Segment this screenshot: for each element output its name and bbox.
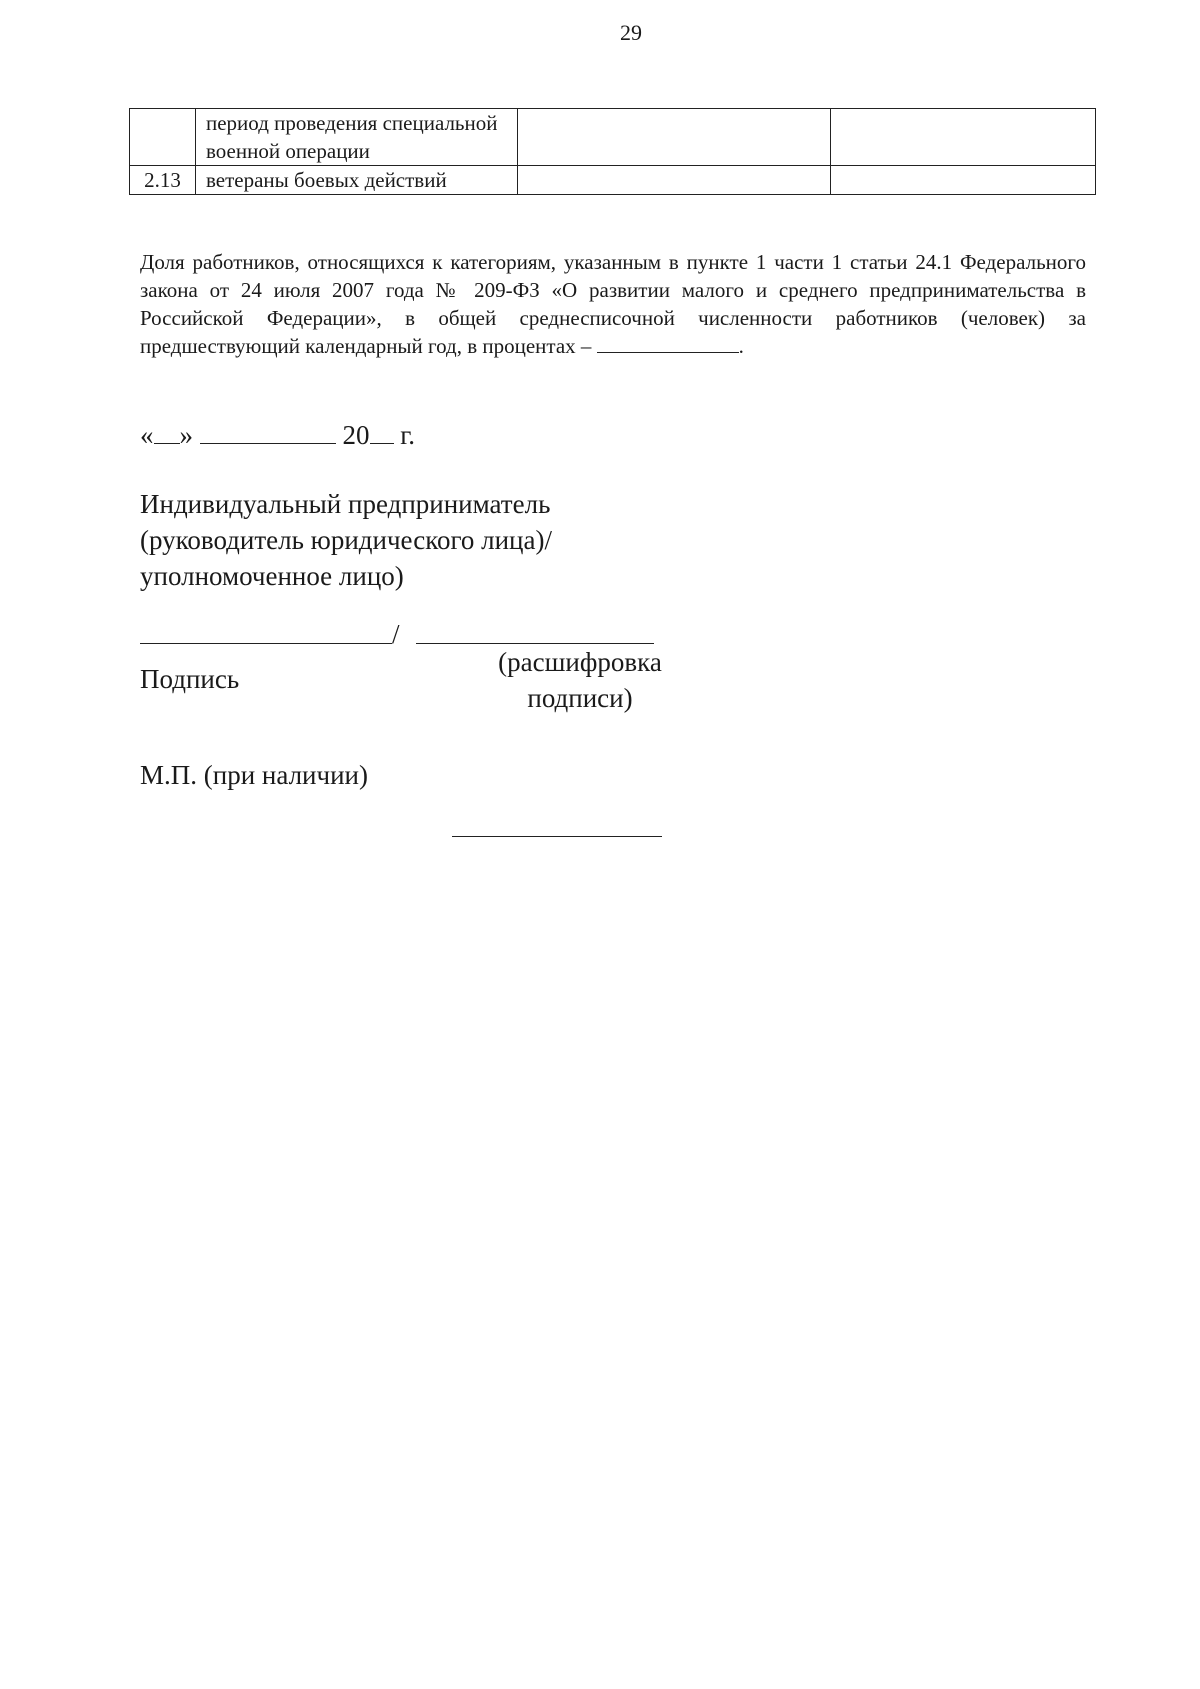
table-row — [130, 166, 1096, 195]
date-close-quote: » — [179, 420, 193, 450]
row-name-cell: ветераны боевых действий — [196, 166, 518, 195]
signature-separator: / — [392, 619, 400, 649]
row-value-cell — [831, 109, 1096, 166]
signer-line: уполномоченное лицо) — [140, 561, 404, 591]
row-number-cell — [130, 109, 196, 166]
signer-line: Индивидуальный предприниматель — [140, 489, 551, 519]
percent-blank-line — [597, 334, 739, 353]
seal-label: М.П. (при наличии) — [140, 760, 368, 790]
signer-line: (руководитель юридического лица)/ — [140, 525, 552, 555]
signature-blank-line — [140, 643, 392, 644]
signature-decode-line: (расшифровка — [498, 647, 662, 677]
signature-label: Подпись — [140, 664, 240, 694]
year-suffix: г. — [400, 420, 416, 450]
signer-title — [140, 486, 552, 594]
month-blank-line — [200, 425, 336, 444]
row-name-cell: период проведения специальной военной операции — [196, 109, 518, 166]
table-row — [130, 109, 1096, 166]
date-open-quote: « — [140, 420, 154, 450]
row-value-cell — [518, 166, 831, 195]
year-prefix: 20 — [342, 420, 370, 450]
employee-share-text: Доля работников, относящихся к категориям, указанным в пункте 1 части 1 статьи 24.1 Федерального закона от 24 июля 2007 года № 209-ФЗ «О развитии малого и среднего предпринимательства в Российской Федерации», в общей среднесписочной численности работников (человек) за предшествующий календарный год, в процентах – — [140, 250, 1086, 358]
signature-decode-label — [460, 644, 700, 716]
signature-decode-line: подписи) — [527, 683, 633, 713]
row-value-cell — [518, 109, 831, 166]
date-line — [140, 420, 415, 451]
page-number: 29 — [620, 20, 642, 45]
row-value-cell — [831, 166, 1096, 195]
row-number-cell: 2.13 — [130, 166, 196, 195]
signature-lines — [140, 614, 654, 649]
year-blank-line — [370, 425, 394, 444]
end-divider — [452, 836, 662, 837]
employee-share-paragraph: Доля работников, относящихся к категориям, указанным в пункте 1 части 1 статьи 24.1 Федерального закона от 24 июля 2007 года № 209-ФЗ «О развитии малого и среднего предпринимательства в Российской Федерации», в общей среднесписочной численности работников (человек) за предшествующий календарный год, в процентах – . — [140, 250, 1086, 358]
day-blank-line — [154, 425, 180, 444]
categories-table — [129, 108, 1096, 195]
